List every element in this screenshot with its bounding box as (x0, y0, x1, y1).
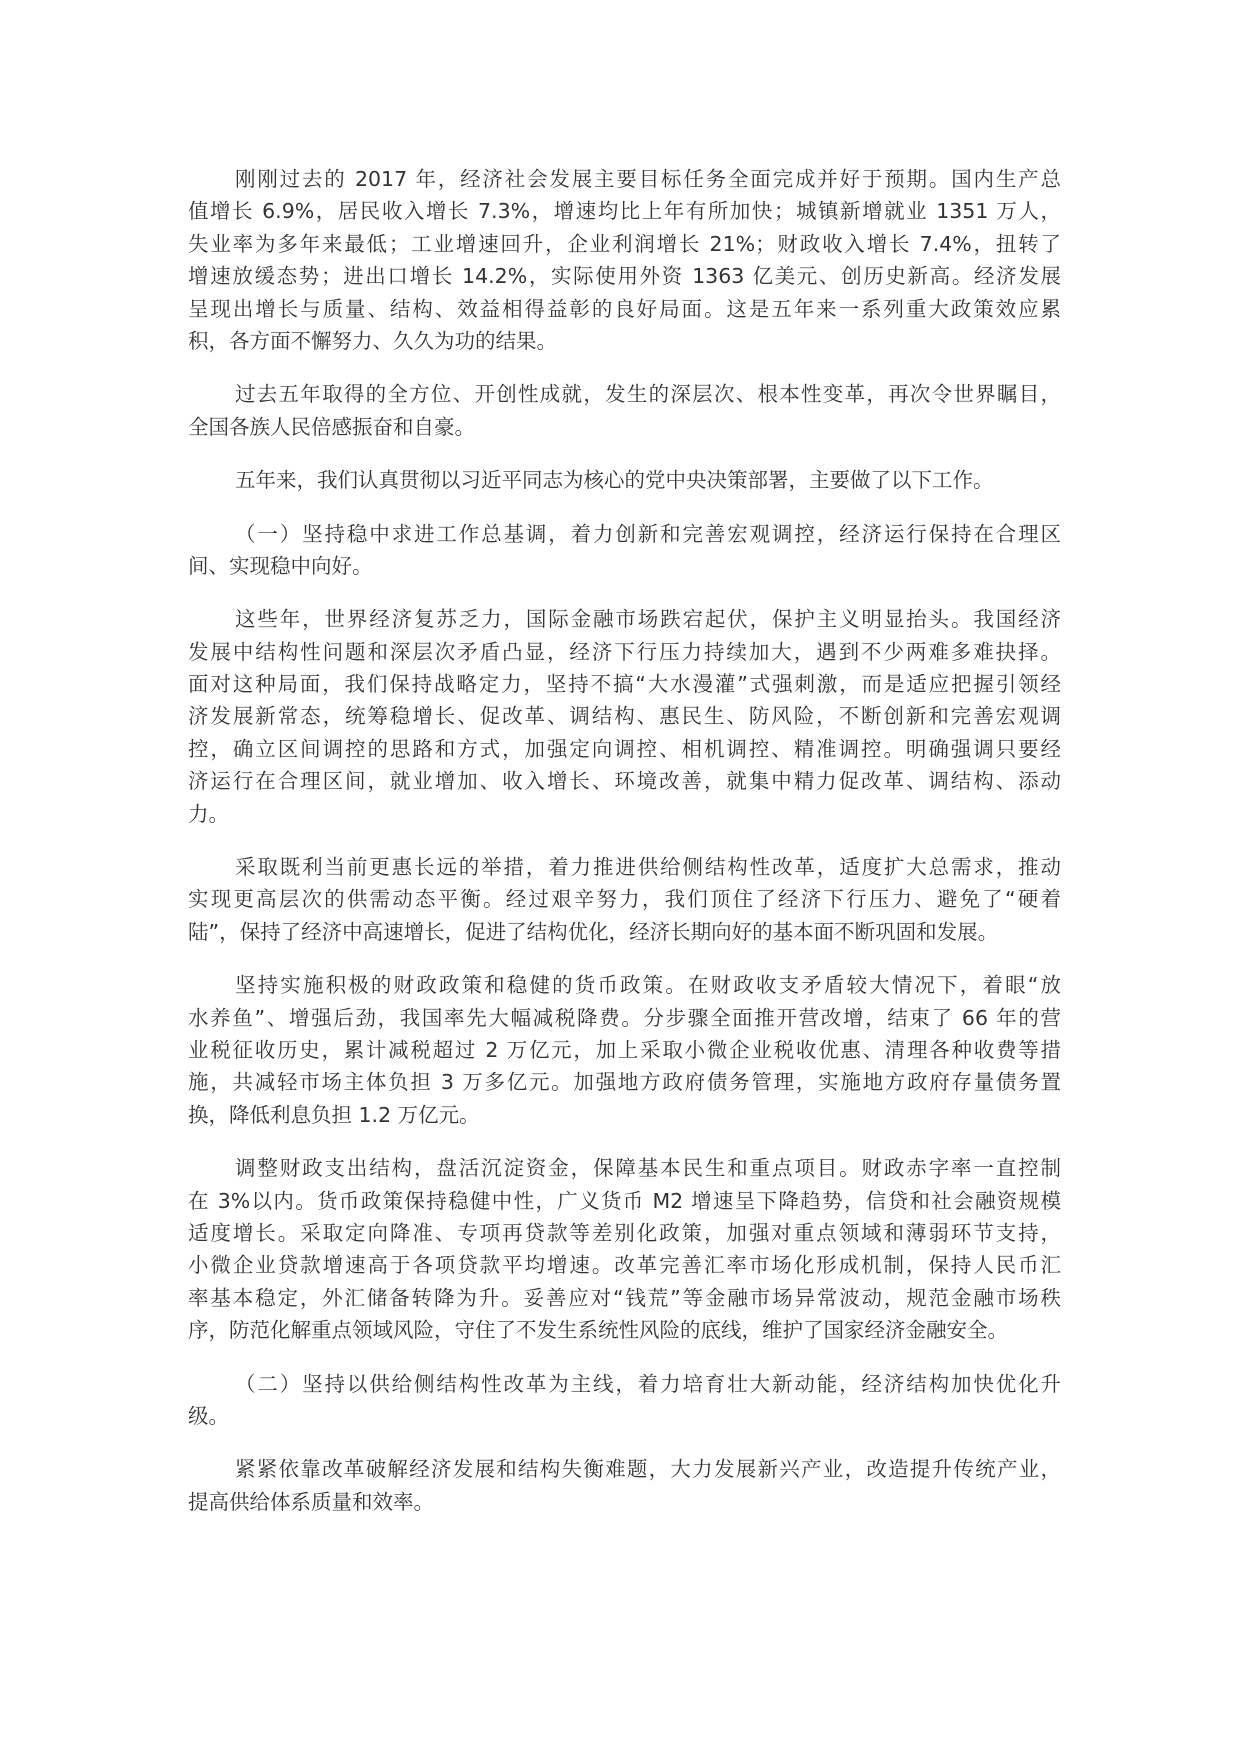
paragraph-line: 适度增长。采取定向降准、专项再贷款等差别化政策，加强对重点领域和薄弱环节支持， (188, 1220, 1061, 1245)
paragraph (188, 518, 1061, 583)
paragraph-line: 紧紧依靠改革破解经济发展和结构失衡难题，大力发展新兴产业，改造提升传统产业， (235, 1457, 1061, 1482)
paragraph-line: 面对这种局面，我们保持战略定力，坚持不搞“大水漫灌”式强刺激，而是适应把握引领经 (188, 672, 1061, 697)
paragraph-line: 施，共减轻市场主体负担 3 万多亿元。加强地方政府债务管理，实施地方政府存量债务置 (188, 1070, 1061, 1095)
paragraph-line: 业税征收历史，累计减税超过 2 万亿元，加上采取小微企业税收优惠、清理各种收费等措 (188, 1037, 1061, 1062)
paragraph-line: 在 3%以内。货币政策保持稳健中性，广义货币 M2 增速呈下降趋势，信贷和社会融资规模 (188, 1188, 1061, 1213)
paragraph-line: 积，各方面不懈努力、久久为功的结果。 (188, 328, 557, 353)
paragraph-line: 率基本稳定，外汇储备转降为升。妥善应对“钱荒”等金融市场异常波动，规范金融市场秩 (188, 1285, 1061, 1310)
paragraph-line: 呈现出增长与质量、结构、效益相得益彰的良好局面。这是五年来一系列重大政策效应累 (188, 296, 1061, 321)
paragraph (188, 969, 1061, 1131)
paragraph-line: 发展中结构性问题和深层次矛盾凸显，经济下行压力持续加大，遇到不少两难多难抉择。 (188, 639, 1061, 664)
paragraph-line: 间、实现稳中向好。 (188, 553, 373, 578)
paragraph (188, 1453, 1061, 1518)
paragraph-line: 全国各族人民倍感振奋和自豪。 (188, 414, 475, 439)
paragraph-line: 陆”，保持了经济中高速增长，促进了结构优化，经济长期向好的基本面不断巩固和发展。 (188, 919, 999, 944)
paragraph-line: 失业率为多年来最低；工业增速回升，企业利润增长 21%；财政收入增长 7.4%，扭转了 (188, 231, 1061, 256)
paragraph-line: 级。 (188, 1403, 229, 1428)
paragraph (188, 1368, 1061, 1433)
paragraph-line: 过去五年取得的全方位、开创性成就，发生的深层次、根本性变革，再次令世界瞩目， (235, 382, 1061, 407)
paragraph-line: 坚持实施积极的财政政策和稳健的货币政策。在财政收支矛盾较大情况下，着眼“放 (235, 973, 1061, 998)
paragraph-line: 小微企业贷款增速高于各项贷款平均增速。改革完善汇率市场化形成机制，保持人民币汇 (188, 1253, 1061, 1278)
paragraph-line: 济运行在合理区间，就业增加、收入增长、环境改善，就集中精力促改革、调结构、添动 (188, 769, 1061, 794)
paragraph-line: 水养鱼”、增强后劲，我国率先大幅减税降费。分步骤全面推开营改增，结束了 66 年的营 (188, 1005, 1061, 1030)
paragraph-line: 济发展新常态，统筹稳增长、促改革、调结构、惠民生、防风险，不断创新和完善宏观调 (188, 704, 1061, 729)
paragraph-line: 这些年，世界经济复苏乏力，国际金融市场跌宕起伏，保护主义明显抬头。我国经济 (235, 607, 1061, 632)
paragraph-line: （一）坚持稳中求进工作总基调，着力创新和完善宏观调控，经济运行保持在合理区 (235, 521, 1061, 546)
paragraph (188, 851, 1061, 948)
paragraph-line: 值增长 6.9%，居民收入增长 7.3%，增速均比上年有所加快；城镇新增就业 1351 万人， (188, 199, 1061, 224)
paragraph-line: （二）坚持以供给侧结构性改革为主线，着力培育壮大新动能，经济结构加快优化升 (235, 1371, 1061, 1396)
paragraph (188, 378, 1061, 443)
document-body (188, 163, 1061, 1539)
paragraph-line: 调整财政支出结构，盘活沉淀资金，保障基本民生和重点项目。财政赤字率一直控制 (235, 1156, 1061, 1181)
paragraph-line: 刚刚过去的 2017 年，经济社会发展主要目标任务全面完成并好于预期。国内生产总 (235, 167, 1061, 191)
paragraph-line: 换，降低利息负担 1.2 万亿元。 (188, 1102, 480, 1127)
paragraph-line: 控，确立区间调控的思路和方式，加强定向调控、相机调控、精准调控。明确强调只要经 (188, 736, 1061, 761)
paragraph-line: 序，防范化解重点领域风险，守住了不发生系统性风险的底线，维护了国家经济金融安全。 (188, 1318, 1008, 1343)
paragraph-line: 采取既利当前更惠长远的举措，着力推进供给侧结构性改革，适度扩大总需求，推动 (235, 855, 1061, 880)
paragraph (188, 163, 1061, 357)
paragraph-line: 五年来，我们认真贯彻以习近平同志为核心的党中央决策部署，主要做了以下工作。 (235, 468, 994, 493)
paragraph (188, 464, 1061, 496)
paragraph-line: 力。 (188, 801, 229, 826)
paragraph-line: 实现更高层次的供需动态平衡。经过艰辛努力，我们顶住了经济下行压力、避免了“硬着 (188, 887, 1061, 912)
paragraph-line: 增速放缓态势；进出口增长 14.2%，实际使用外资 1363 亿美元、创历史新高。经济发展 (188, 264, 1061, 289)
paragraph (188, 1152, 1061, 1346)
paragraph-line: 提高供给体系质量和效率。 (188, 1489, 434, 1514)
paragraph (188, 603, 1061, 830)
